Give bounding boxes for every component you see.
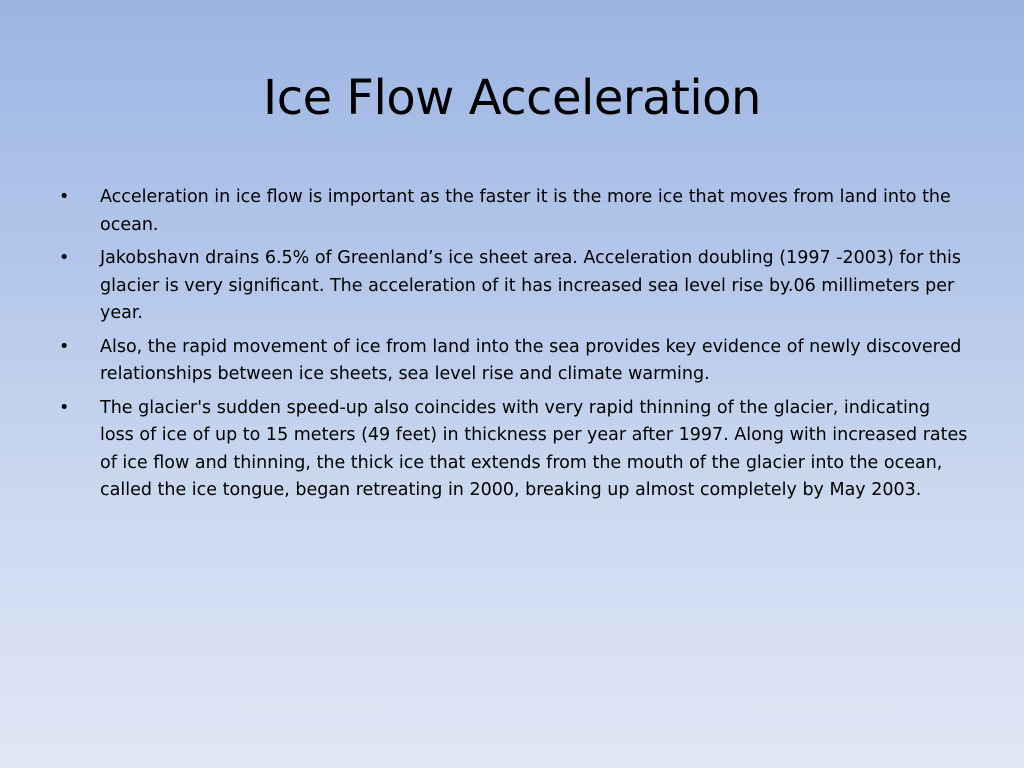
slide-title: Ice Flow Acceleration	[263, 70, 761, 126]
bullet-icon: •	[59, 248, 70, 268]
bullet-item	[56, 395, 968, 505]
bullet-text: The glacier's sudden speed-up also coincides with very rapid thinning of the glacier, indicating loss of ice of up to 15 meters (49 feet) in thickness per year after 1997. Along with increased rates of ice flow and thinning, the thick ice that extends from the mouth of the glacier into the ocean, called the ice tongue, began retreating in 2000, breaking up almost completely by May 2003.	[100, 397, 968, 500]
bullet-text: Acceleration in ice flow is important as the faster it is the more ice that moves from land into the ocean.	[100, 187, 951, 235]
bullet-text: Jakobshavn drains 6.5% of Greenland’s ice sheet area. Acceleration doubling (1997 -2003) for this glacier is very significant. The acceleration of it has increased sea level rise by.06 millimeters per year.	[100, 248, 961, 323]
bullet-icon: •	[59, 397, 70, 418]
bullet-item	[56, 334, 968, 389]
bullet-item	[56, 245, 968, 328]
bullet-list	[56, 184, 968, 511]
bullet-item	[56, 184, 968, 239]
bullet-icon: •	[59, 187, 70, 207]
bullet-icon: •	[59, 336, 70, 357]
bullet-text: Also, the rapid movement of ice from land into the sea provides key evidence of newly discovered relationships between ice sheets, sea level rise and climate warming.	[100, 336, 962, 384]
